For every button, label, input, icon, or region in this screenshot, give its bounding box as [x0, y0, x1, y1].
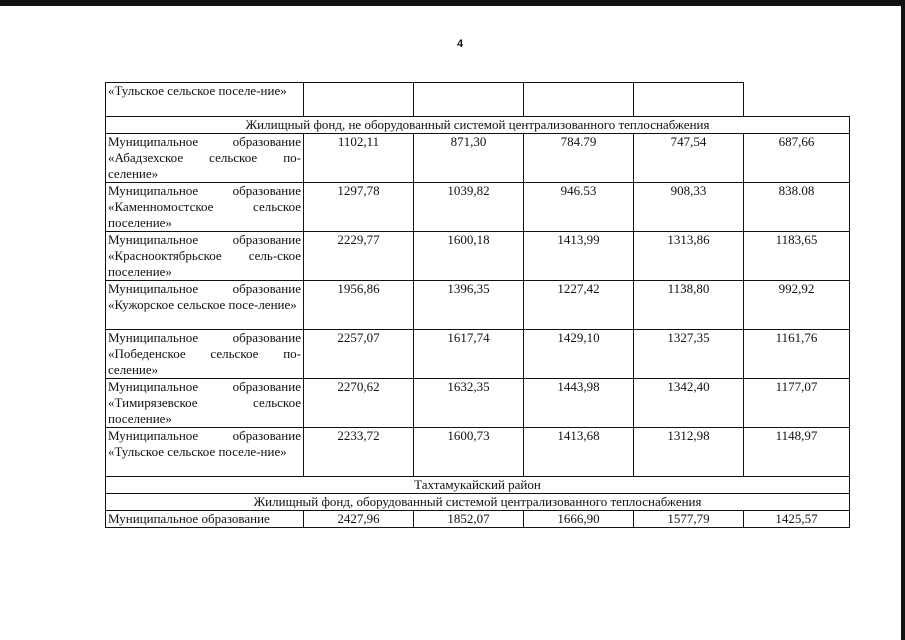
table-row	[106, 183, 850, 232]
table-row	[106, 281, 850, 330]
value-cell: 1956,86	[304, 281, 414, 330]
empty-cell	[744, 83, 850, 117]
value-cell: 1313,86	[634, 232, 744, 281]
empty-cell	[304, 83, 414, 117]
value-cell: 747,54	[634, 134, 744, 183]
table-row	[106, 134, 850, 183]
table-row-continuation	[106, 83, 850, 117]
value-cell: 871,30	[414, 134, 524, 183]
value-cell: 2270,62	[304, 379, 414, 428]
value-cell: 1138,80	[634, 281, 744, 330]
district-title: Тахтамукайский район	[106, 477, 850, 494]
scan-top-border	[0, 0, 905, 6]
value-cell: 2229,77	[304, 232, 414, 281]
value-cell: 1600,18	[414, 232, 524, 281]
empty-cell	[634, 83, 744, 117]
value-cell: 1039,82	[414, 183, 524, 232]
value-cell: 687,66	[744, 134, 850, 183]
value-cell: 1396,35	[414, 281, 524, 330]
value-cell: 1429,10	[524, 330, 634, 379]
value-cell: 1102,11	[304, 134, 414, 183]
value-cell: 1600,73	[414, 428, 524, 477]
value-cell: 1425,57	[744, 511, 850, 528]
row-name: Муниципальное образование	[106, 511, 304, 528]
page-number: 4	[457, 38, 464, 50]
table-body	[106, 83, 850, 528]
value-cell: 992,92	[744, 281, 850, 330]
row-name: Муниципальное образование «Абадзехское сельское по-селение»	[106, 134, 304, 183]
value-cell: 1443,98	[524, 379, 634, 428]
value-cell: 1617,74	[414, 330, 524, 379]
table-row	[106, 511, 850, 528]
value-cell: 1161,76	[744, 330, 850, 379]
table-row	[106, 379, 850, 428]
district-header-row	[106, 477, 850, 494]
value-cell: 1327,35	[634, 330, 744, 379]
value-cell: 784.79	[524, 134, 634, 183]
row-name: Муниципальное образование «Тимирязевское сельское поселение»	[106, 379, 304, 428]
value-cell: 838.08	[744, 183, 850, 232]
value-cell: 1342,40	[634, 379, 744, 428]
value-cell: 1632,35	[414, 379, 524, 428]
table-row	[106, 232, 850, 281]
tariff-table	[105, 82, 850, 528]
value-cell: 1177,07	[744, 379, 850, 428]
value-cell: 1413,68	[524, 428, 634, 477]
table-row	[106, 428, 850, 477]
row-name: Муниципальное образование «Каменномостское сельское поселение»	[106, 183, 304, 232]
row-name: Муниципальное образование «Победенское сельское по-селение»	[106, 330, 304, 379]
row-name: «Тульское сельское поселе-ние»	[106, 83, 304, 117]
empty-cell	[524, 83, 634, 117]
value-cell: 1666,90	[524, 511, 634, 528]
value-cell: 2257,07	[304, 330, 414, 379]
value-cell: 1148,97	[744, 428, 850, 477]
scan-right-border	[901, 0, 905, 640]
value-cell: 1183,65	[744, 232, 850, 281]
value-cell: 1297,78	[304, 183, 414, 232]
row-name: Муниципальное образование «Краснооктябрьское сель-ское поселение»	[106, 232, 304, 281]
section-header: Жилищный фонд, оборудованный системой централизованного теплоснабжения	[106, 494, 850, 511]
section-header: Жилищный фонд, не оборудованный системой централизованного теплоснабжения	[106, 117, 850, 134]
value-cell: 1577,79	[634, 511, 744, 528]
value-cell: 1312,98	[634, 428, 744, 477]
section-header-row	[106, 494, 850, 511]
value-cell: 2233,72	[304, 428, 414, 477]
value-cell: 1852,07	[414, 511, 524, 528]
value-cell: 908,33	[634, 183, 744, 232]
value-cell: 1413,99	[524, 232, 634, 281]
row-name: Муниципальное образование «Кужорское сельское посе-ление»	[106, 281, 304, 330]
row-name: Муниципальное образование «Тульское сельское поселе-ние»	[106, 428, 304, 477]
section-header-row	[106, 117, 850, 134]
empty-cell	[414, 83, 524, 117]
value-cell: 946.53	[524, 183, 634, 232]
table-row	[106, 330, 850, 379]
value-cell: 2427,96	[304, 511, 414, 528]
value-cell: 1227,42	[524, 281, 634, 330]
